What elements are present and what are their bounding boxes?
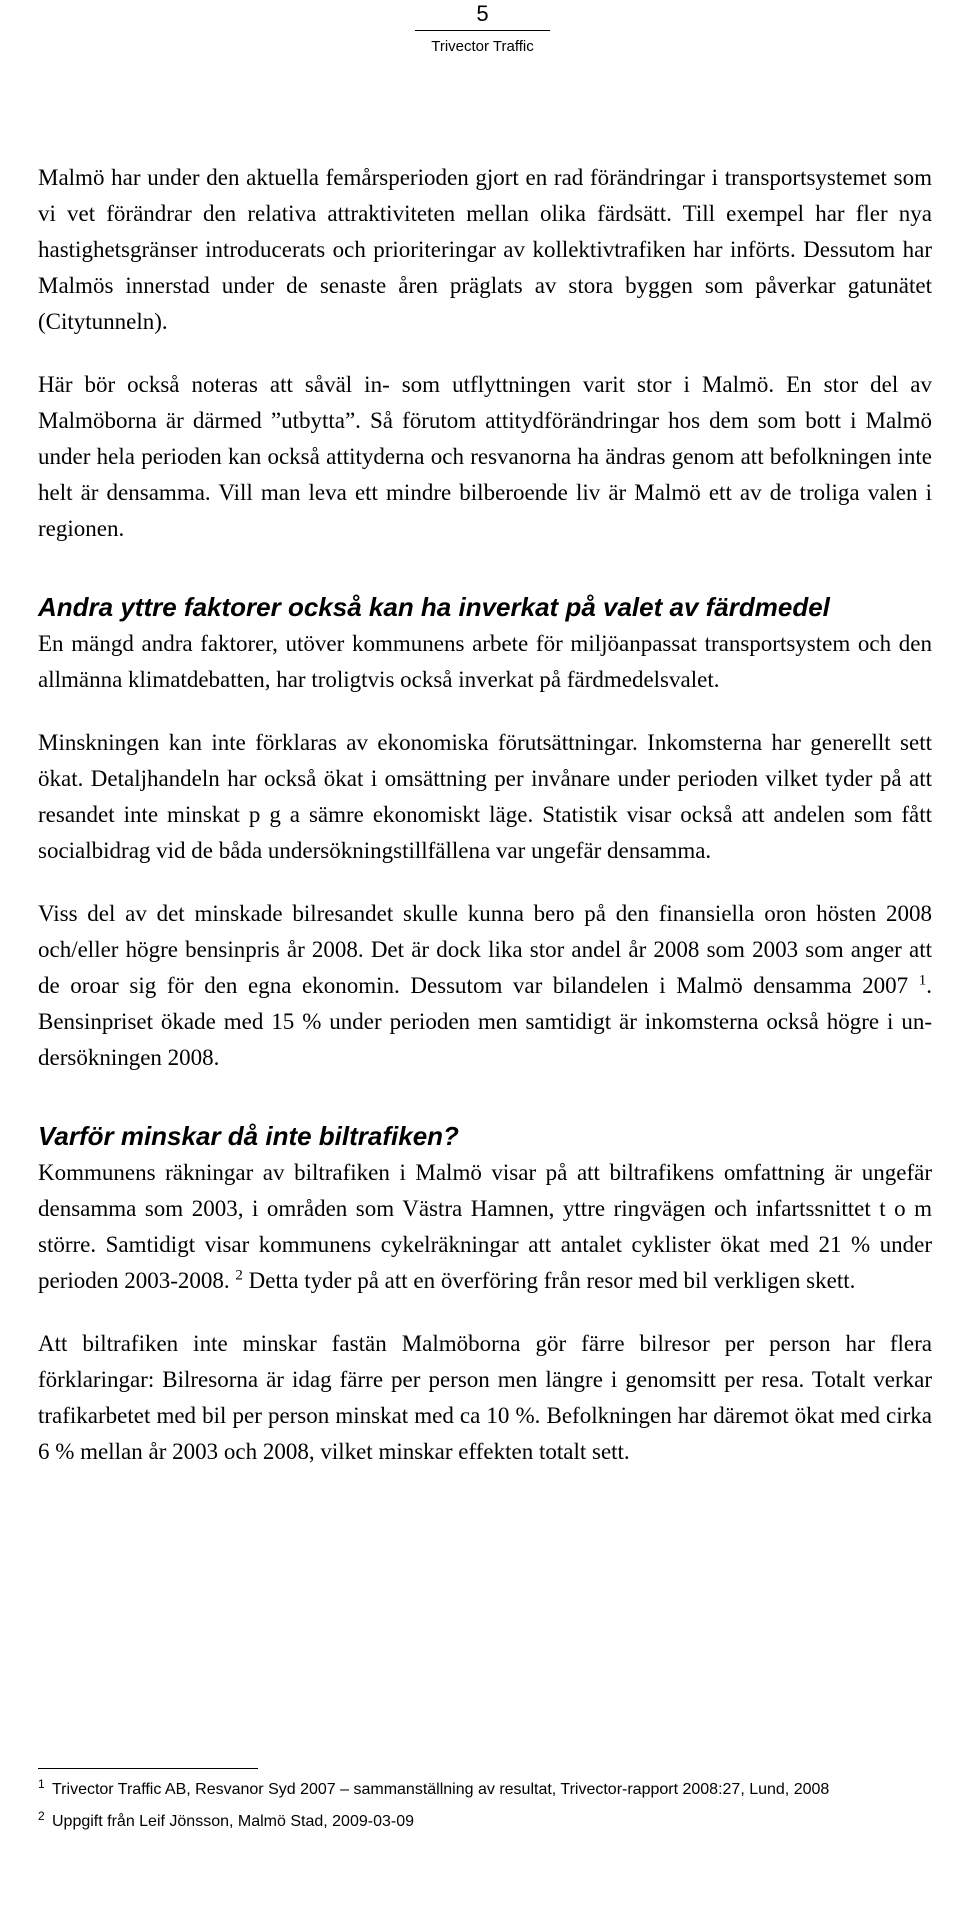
page-number: 5 (415, 0, 550, 31)
footnotes (38, 1778, 932, 1842)
footnote-rule (38, 1768, 258, 1769)
paragraph: Minskningen kan inte förklaras av ekonomiska förutsättningar. Inkomsterna har generellt sett ökat. Detaljhandeln har också ökat i omsättning per invånare under perioden vilket tyder på att resandet inte minskat p g a sämre ekonomiskt läge. Statistik visar också att andelen som fått socialbidrag vid de båda undersökningstillfällena var ungefär densamma. (38, 730, 932, 863)
footnote-mark: 1 (38, 1777, 45, 1791)
footnote-reference: 2 (235, 1267, 243, 1284)
paragraph: Här bör också noteras att såväl in- som utflyttningen varit stor i Malmö. En stor del av Malmöborna är därmed ”utbytta”. Så förutom attitydförändringar hos dem som bott i Malmö under hela perioden kan också attityderna och resvanorna ha ändras genom att befolkningen inte helt är densamma. Vill man leva ett mindre bilberoende liv är Malmö ett av de troliga valen i regionen. (38, 372, 932, 541)
footnote (38, 1810, 932, 1834)
paragraph-text: . Bensinpriset ökade med 15 % under perioden men samtidigt är inkomsterna också högre i undersökningen 2008. (38, 973, 933, 1070)
running-head: Trivector Traffic (431, 38, 534, 55)
paragraph-text: Viss del av det minskade bilresandet skulle kunna bero på den finansiella oron hösten 2008 och/eller högre bensinpris år 2008. Det är dock lika stor andel år 2008 som 2003 som anger att de oroar sig för den egna ekonomin. Dessutom var bilandelen i Malmö densamma 2007 (38, 901, 932, 998)
footnote-text: Uppgift från Leif Jönsson, Malmö Stad, 2009-03-09 (52, 1813, 414, 1830)
paragraph: Att biltrafiken inte minskar fastän Malmöborna gör färre bilresor per person har flera förklaringar: Bilresorna är idag färre per person men längre i genomsitt per resa. Totalt verkar trafikarbetet med bil per person minskat med ca 10 %. Befolkningen har däremot ökat med cirka 6 % mellan år 2003 och 2008, vilket minskar effekten totalt sett. (38, 1331, 932, 1464)
footnote-mark: 2 (38, 1809, 45, 1823)
page-header (415, 0, 550, 57)
section-heading: Varför minskar då inte biltrafiken? (38, 1121, 459, 1151)
section-heading: Andra yttre faktorer också kan ha inverkat på valet av färdmedel (38, 592, 830, 622)
paragraph: En mängd andra faktorer, utöver kommunens arbete för miljöanpassat transportsystem och den allmänna klimatdebatten, har troligtvis också inverkat på färdmedelsvalet. (38, 631, 932, 692)
paragraph: Malmö har under den aktuella femårsperioden gjort en rad förändringar i transportsystemet som vi vet förändrar den relativa attraktiviteten mellan olika färdsätt. Till exempel har fler nya hastighetsgränser introducerats och prioriteringar av kollektivtrafiken har införts. Dessutom har Malmös innerstad under de senaste åren präglats av stora byggen som påverkar gatunätet (Citytunneln). (38, 165, 932, 334)
paragraph (38, 896, 932, 1076)
paragraph-text: Kommunens räkningar av biltrafiken i Malmö visar på att biltrafikens omfattning är ungefär densamma som 2003, i områden som Västra Hamnen, yttre ringvägen och infartssnittet t o m större. Samtidigt visar kommunens cykelräkningar att antalet cyklister ökat med 21 % under perioden 2003-2008. (38, 1160, 932, 1293)
footnote-text: Trivector Traffic AB, Resvanor Syd 2007 – sammanställning av resultat, Trivector-rapport 2008:27, Lund, 2008 (52, 1781, 830, 1798)
body-text (38, 160, 932, 1497)
paragraph-text: Detta tyder på att en överföring från resor med bil verkligen skett. (242, 1268, 856, 1293)
footnote-reference: 1 (918, 972, 927, 989)
footnote (38, 1778, 932, 1802)
paragraph (38, 1155, 932, 1299)
